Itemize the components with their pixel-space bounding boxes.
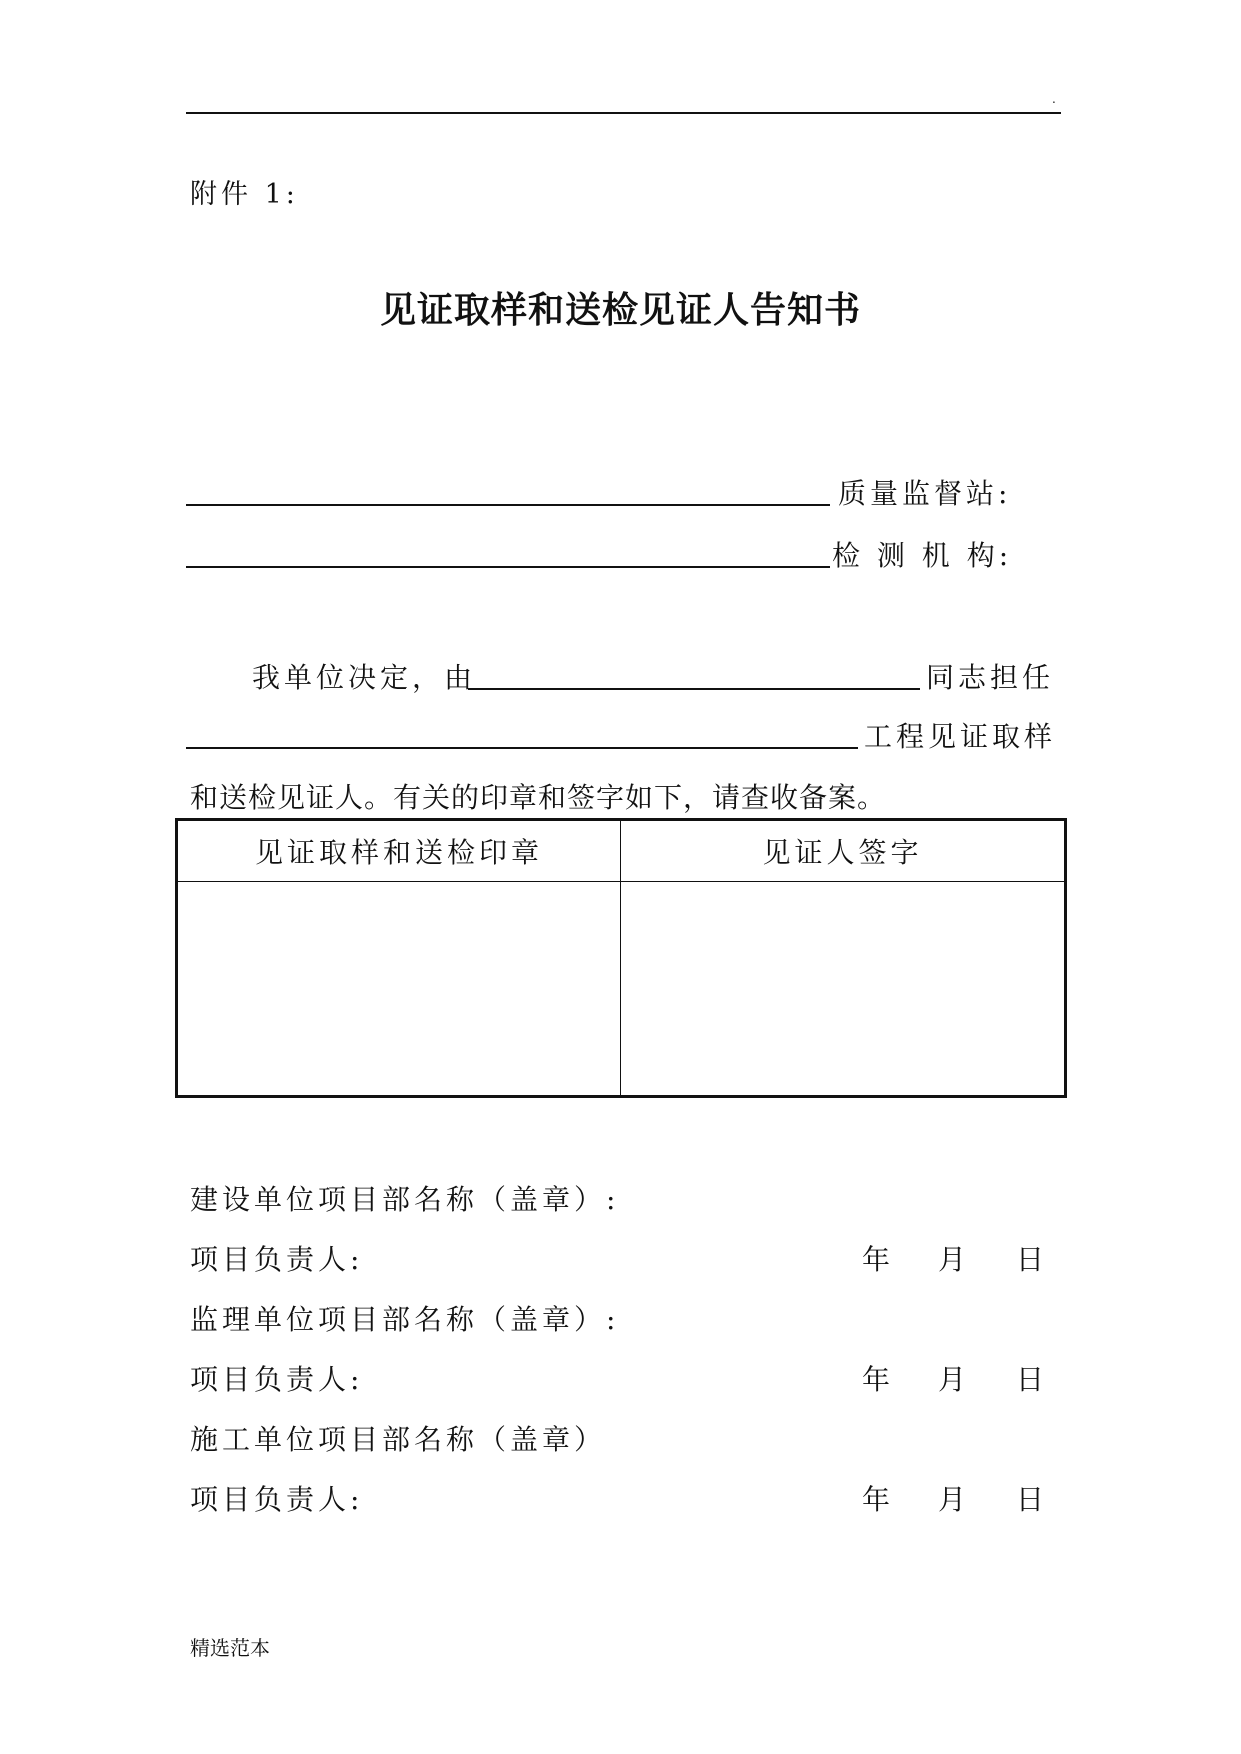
testing-agency-blank-line[interactable] (186, 566, 830, 568)
construction-date-year: 年 (862, 1243, 891, 1276)
construction-unit-label: 建设单位项目部名称（盖章）: (190, 1183, 620, 1216)
contractor-project-lead-label: 项目负责人: (190, 1483, 364, 1516)
page-footer: 精选范本 (190, 1636, 270, 1660)
project-name-blank-line[interactable] (186, 747, 858, 749)
signature-cell[interactable] (621, 882, 1066, 1097)
stamp-column-header: 见证取样和送检印章 (177, 820, 621, 882)
appointee-name-blank-line[interactable] (468, 688, 920, 690)
signature-column-header: 见证人签字 (621, 820, 1066, 882)
construction-date-month: 月 (938, 1243, 967, 1276)
header-dot: . (1052, 92, 1056, 106)
contractor-date-month: 月 (938, 1483, 967, 1516)
document-title: 见证取样和送检见证人告知书 (379, 289, 861, 331)
supervision-date-year: 年 (862, 1363, 891, 1396)
body-line2-suffix: 工程见证取样 (864, 720, 1057, 753)
testing-agency-label: 检 测 机 构: (832, 539, 1013, 572)
attachment-label: 附件 1: (190, 179, 299, 210)
quality-station-label: 质量监督站: (838, 477, 1012, 510)
construction-project-lead-label: 项目负责人: (190, 1243, 364, 1276)
stamp-signature-table (175, 818, 1067, 1098)
construction-date-day: 日 (1016, 1243, 1045, 1276)
header-rule (186, 112, 1061, 114)
body-line1-suffix: 同志担任 (926, 661, 1055, 694)
body-line1-prefix: 我单位决定，由 (252, 661, 477, 694)
body-line3: 和送检见证人。有关的印章和签字如下，请查收备案。 (190, 781, 887, 814)
contractor-date-year: 年 (862, 1483, 891, 1516)
supervision-date-day: 日 (1016, 1363, 1045, 1396)
contractor-unit-label: 施工单位项目部名称（盖章） (190, 1423, 607, 1456)
supervision-date-month: 月 (938, 1363, 967, 1396)
supervision-unit-label: 监理单位项目部名称（盖章）: (190, 1303, 620, 1336)
supervision-project-lead-label: 项目负责人: (190, 1363, 364, 1396)
stamp-cell[interactable] (177, 882, 621, 1097)
contractor-date-day: 日 (1016, 1483, 1045, 1516)
quality-station-blank-line[interactable] (186, 504, 830, 506)
